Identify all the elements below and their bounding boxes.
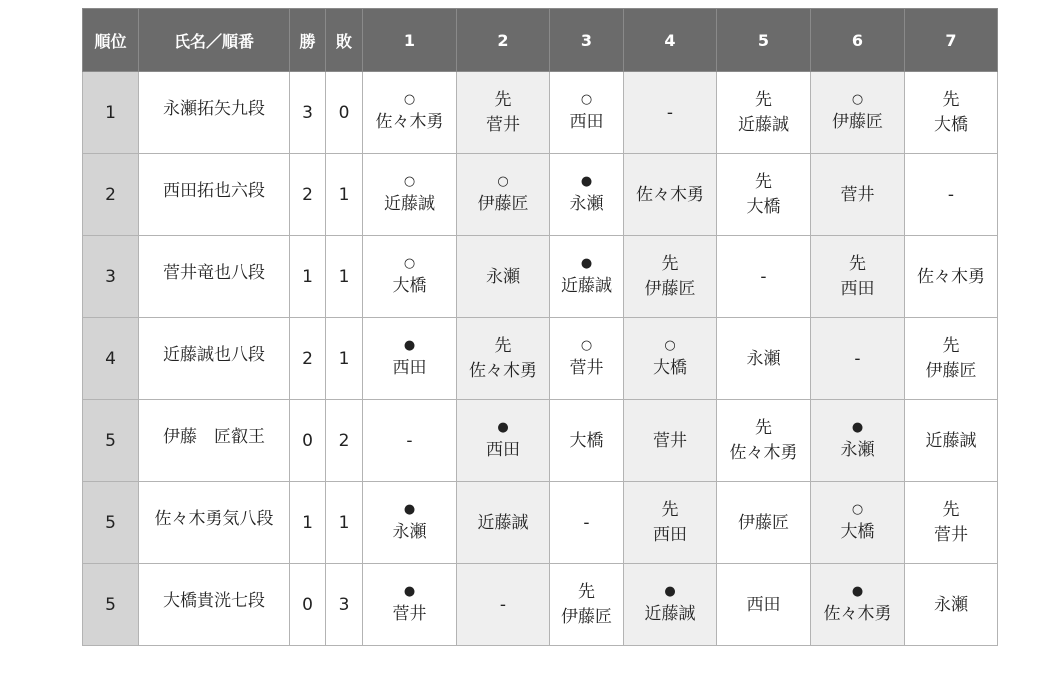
sente-mark: 先 <box>494 335 512 356</box>
opponent-name: 佐々木勇 <box>375 111 444 132</box>
table-row <box>83 236 998 318</box>
header-rank: 順位 <box>83 9 139 72</box>
player-name-cell <box>139 72 290 154</box>
header-losses: 敗 <box>326 9 363 72</box>
player-name: 大橋貴洸七段 <box>163 590 265 611</box>
round-4-cell <box>624 482 717 564</box>
header-wins: 勝 <box>290 9 326 72</box>
win-mark: ○ <box>851 501 864 517</box>
table-row <box>83 482 998 564</box>
wins-cell: 0 <box>290 400 326 482</box>
sente-mark: 先 <box>755 89 772 110</box>
losses-cell: 1 <box>326 154 363 236</box>
opponent-name: 大橋 <box>569 430 604 451</box>
rank-cell: 5 <box>83 400 139 482</box>
round-1-cell <box>363 318 457 400</box>
round-7-cell <box>905 318 998 400</box>
header-round-4: 4 <box>624 9 717 72</box>
player-name-cell <box>139 482 290 564</box>
header-name: 氏名／順番 <box>139 9 290 72</box>
opponent-name: 永瀬 <box>934 594 968 615</box>
opponent-name: 永瀬 <box>392 521 427 542</box>
round-6-cell <box>811 236 905 318</box>
opponent-name: 西田 <box>486 439 520 460</box>
rank-cell: 1 <box>83 72 139 154</box>
round-4-cell <box>624 154 717 236</box>
opponent-name: 近藤誠 <box>644 603 696 624</box>
player-name-cell <box>139 236 290 318</box>
opponent-name: - <box>499 594 507 615</box>
opponent-name: 菅井 <box>840 184 875 205</box>
player-name: 永瀬拓矢九段 <box>163 98 265 119</box>
round-2-cell <box>457 154 550 236</box>
round-6-cell <box>811 154 905 236</box>
win-mark: ○ <box>851 91 864 107</box>
win-mark: ○ <box>403 91 416 107</box>
wins-cell: 1 <box>290 482 326 564</box>
losses-cell: 1 <box>326 482 363 564</box>
opponent-name: 近藤誠 <box>925 430 977 451</box>
sente-mark: 先 <box>755 171 772 192</box>
opponent-name: 西田 <box>840 278 875 299</box>
losses-cell: 3 <box>326 564 363 646</box>
opponent-name: - <box>406 430 413 451</box>
round-5-cell <box>717 236 811 318</box>
opponent-name: 永瀬 <box>840 439 875 460</box>
sente-mark: 先 <box>661 499 679 520</box>
opponent-name: - <box>854 348 861 369</box>
opponent-name: 菅井 <box>569 357 604 378</box>
header-row <box>83 9 998 72</box>
round-3-cell <box>550 318 624 400</box>
header-round-6: 6 <box>811 9 905 72</box>
win-mark: ○ <box>580 91 593 107</box>
round-7-cell <box>905 400 998 482</box>
opponent-name: 伊藤匠 <box>644 278 696 299</box>
opponent-name: 大橋 <box>653 357 687 378</box>
round-6-cell <box>811 482 905 564</box>
header-round-3: 3 <box>550 9 624 72</box>
league-body <box>83 72 998 646</box>
round-5-cell <box>717 564 811 646</box>
opponent-name: 近藤誠 <box>384 193 435 214</box>
win-mark: ○ <box>497 173 509 189</box>
round-7-cell <box>905 564 998 646</box>
opponent-name: 伊藤匠 <box>477 193 529 214</box>
opponent-name: 近藤誠 <box>561 275 612 296</box>
opponent-name: 伊藤匠 <box>738 512 789 533</box>
round-3-cell <box>550 564 624 646</box>
loss-mark: ● <box>580 173 593 189</box>
sente-mark: 先 <box>578 581 595 602</box>
opponent-name: 西田 <box>653 524 687 545</box>
round-2-cell <box>457 400 550 482</box>
loss-mark: ● <box>851 419 864 435</box>
rank-cell: 5 <box>83 564 139 646</box>
round-5-cell <box>717 318 811 400</box>
league-table <box>82 8 998 646</box>
round-2-cell <box>457 236 550 318</box>
opponent-name: 佐々木勇 <box>823 603 892 624</box>
opponent-name: 伊藤匠 <box>561 606 612 627</box>
header-round-7: 7 <box>905 9 998 72</box>
opponent-name: - <box>947 184 955 205</box>
round-5-cell <box>717 400 811 482</box>
loss-mark: ● <box>403 501 416 517</box>
loss-mark: ● <box>497 419 509 435</box>
round-1-cell <box>363 564 457 646</box>
round-4-cell <box>624 72 717 154</box>
wins-cell: 0 <box>290 564 326 646</box>
wins-cell: 3 <box>290 72 326 154</box>
opponent-name: 大橋 <box>746 196 781 217</box>
table-row <box>83 318 998 400</box>
table-row <box>83 154 998 236</box>
round-6-cell <box>811 400 905 482</box>
rank-cell: 4 <box>83 318 139 400</box>
round-7-cell <box>905 72 998 154</box>
opponent-name: - <box>583 512 590 533</box>
round-3-cell <box>550 400 624 482</box>
opponent-name: 佐々木勇 <box>729 442 798 463</box>
opponent-name: 永瀬 <box>746 348 781 369</box>
round-5-cell <box>717 72 811 154</box>
sente-mark: 先 <box>849 253 866 274</box>
win-mark: ○ <box>403 173 416 189</box>
win-mark: ○ <box>664 337 676 353</box>
opponent-name: 近藤誠 <box>477 512 529 533</box>
loss-mark: ● <box>403 337 416 353</box>
round-4-cell <box>624 318 717 400</box>
opponent-name: 佐々木勇 <box>469 360 537 381</box>
win-mark: ○ <box>403 255 416 271</box>
round-3-cell <box>550 72 624 154</box>
player-name: 西田拓也六段 <box>163 180 265 201</box>
opponent-name: 菅井 <box>486 114 520 135</box>
round-1-cell <box>363 400 457 482</box>
round-5-cell <box>717 154 811 236</box>
loss-mark: ● <box>851 583 864 599</box>
opponent-name: 伊藤匠 <box>832 111 883 132</box>
opponent-name: 菅井 <box>934 524 968 545</box>
round-7-cell <box>905 154 998 236</box>
sente-mark: 先 <box>942 335 960 356</box>
player-name: 近藤誠也八段 <box>163 344 265 365</box>
rank-cell: 2 <box>83 154 139 236</box>
round-1-cell <box>363 482 457 564</box>
win-mark: ○ <box>580 337 593 353</box>
round-6-cell <box>811 318 905 400</box>
rank-cell: 5 <box>83 482 139 564</box>
rank-cell: 3 <box>83 236 139 318</box>
table-row <box>83 72 998 154</box>
opponent-name: 永瀬 <box>569 193 604 214</box>
round-7-cell <box>905 236 998 318</box>
loss-mark: ● <box>403 583 416 599</box>
opponent-name: 西田 <box>392 357 427 378</box>
round-6-cell <box>811 72 905 154</box>
round-2-cell <box>457 318 550 400</box>
player-name-cell <box>139 318 290 400</box>
player-name: 菅井竜也八段 <box>163 262 265 283</box>
round-2-cell <box>457 564 550 646</box>
opponent-name: 大橋 <box>840 521 875 542</box>
opponent-name: 大橋 <box>392 275 427 296</box>
table-row <box>83 564 998 646</box>
player-name-cell <box>139 400 290 482</box>
round-3-cell <box>550 482 624 564</box>
round-1-cell <box>363 154 457 236</box>
sente-mark: 先 <box>494 89 512 110</box>
losses-cell: 2 <box>326 400 363 482</box>
round-3-cell <box>550 236 624 318</box>
player-name: 佐々木勇気八段 <box>154 508 274 529</box>
loss-mark: ● <box>580 255 593 271</box>
round-6-cell <box>811 564 905 646</box>
opponent-name: 西田 <box>569 111 604 132</box>
opponent-name: - <box>666 102 674 123</box>
header-round-5: 5 <box>717 9 811 72</box>
wins-cell: 2 <box>290 318 326 400</box>
header-round-1: 1 <box>363 9 457 72</box>
losses-cell: 1 <box>326 318 363 400</box>
round-5-cell <box>717 482 811 564</box>
round-7-cell <box>905 482 998 564</box>
opponent-name: 菅井 <box>392 603 427 624</box>
loss-mark: ● <box>664 583 676 599</box>
opponent-name: 大橋 <box>934 114 968 135</box>
round-2-cell <box>457 482 550 564</box>
round-4-cell <box>624 564 717 646</box>
opponent-name: 佐々木勇 <box>917 266 985 287</box>
opponent-name: 永瀬 <box>486 266 520 287</box>
opponent-name: - <box>760 266 767 287</box>
table-row <box>83 400 998 482</box>
opponent-name: 佐々木勇 <box>636 184 704 205</box>
opponent-name: 西田 <box>746 594 781 615</box>
round-2-cell <box>457 72 550 154</box>
sente-mark: 先 <box>661 253 679 274</box>
player-name: 伊藤 匠叡王 <box>163 426 265 447</box>
player-name-cell <box>139 154 290 236</box>
round-1-cell <box>363 72 457 154</box>
round-3-cell <box>550 154 624 236</box>
sente-mark: 先 <box>942 499 960 520</box>
wins-cell: 1 <box>290 236 326 318</box>
sente-mark: 先 <box>755 417 772 438</box>
losses-cell: 1 <box>326 236 363 318</box>
losses-cell: 0 <box>326 72 363 154</box>
sente-mark: 先 <box>942 89 960 110</box>
wins-cell: 2 <box>290 154 326 236</box>
opponent-name: 近藤誠 <box>738 114 789 135</box>
opponent-name: 伊藤匠 <box>925 360 977 381</box>
header-round-2: 2 <box>457 9 550 72</box>
round-1-cell <box>363 236 457 318</box>
player-name-cell <box>139 564 290 646</box>
round-4-cell <box>624 236 717 318</box>
opponent-name: 菅井 <box>653 430 687 451</box>
round-4-cell <box>624 400 717 482</box>
